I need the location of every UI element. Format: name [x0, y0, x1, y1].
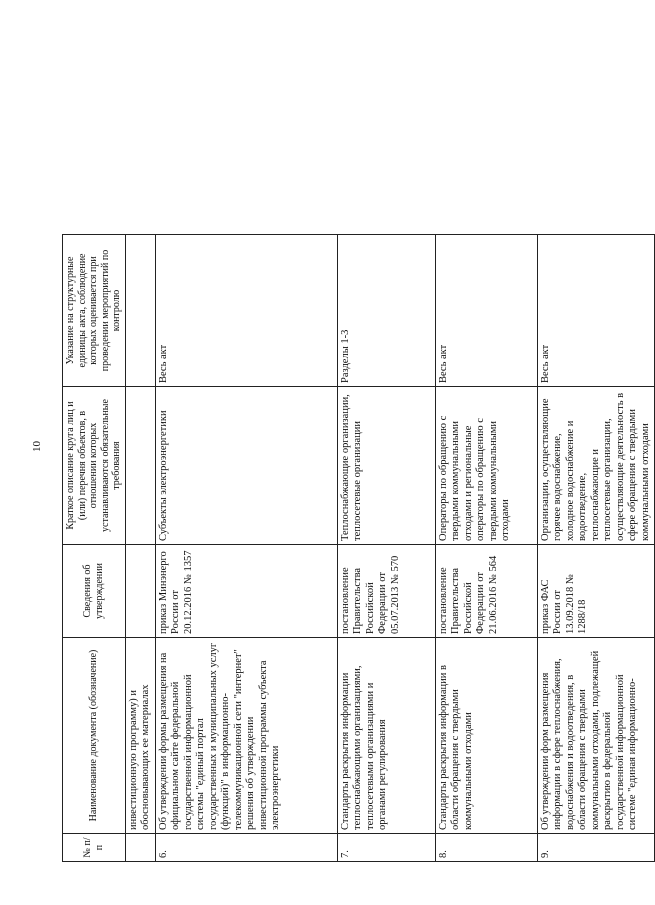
table-row-continuation: [125, 72, 155, 862]
cell-document-name: Стандарты раскрытия информации теплоснабжающими организациями, теплосетевыми организациями и органами регулирования: [337, 638, 435, 834]
cell-structural-units: [125, 235, 155, 387]
cell-approval-info: постановление Правительства Российской Федерации от 21.06.2016 № 564: [435, 545, 537, 638]
requirements-table: [62, 71, 655, 862]
table-header-row: [63, 72, 126, 862]
cell-number: 8.: [435, 834, 537, 862]
table-row: [337, 72, 435, 862]
cell-number: 9.: [537, 834, 655, 862]
cell-document-name: инвестиционную программу) и обосновывающих ее материалах: [125, 638, 155, 834]
cell-approval-info: [125, 545, 155, 638]
cell-number: 7.: [337, 834, 435, 862]
cell-document-name: Об утверждении формы размещения на официальном сайте федеральной государственной информационной системы "единый портал государственных и муниципальных услуг (функций)" в информационно-телекоммуникационной сети "интернет" решения об утверждении инвестиционной программы субъекта электроэнергетики: [155, 638, 337, 834]
table-row: [537, 72, 655, 862]
cell-document-name: Об утверждении форм размещения информации в сфере теплоснабжения, водоснабжения и водоотведения, в области обращения с твердыми коммунальными отходами, подлежащей раскрытию в федеральной государственной информационной системе "единая информационно-: [537, 638, 655, 834]
cell-structural-units: Весь акт: [435, 235, 537, 387]
header-approval-info: Сведения об утверждении: [63, 545, 126, 638]
table-row: [435, 72, 537, 862]
document-table-container: [62, 72, 651, 862]
cell-circle-of-persons: Субъекты электроэнергетики: [155, 387, 337, 545]
cell-circle-of-persons: [125, 387, 155, 545]
cell-structural-units: Весь акт: [537, 235, 655, 387]
cell-circle-of-persons: Теплоснабжающие организации, теплосетевые организации: [337, 387, 435, 545]
cell-number: [125, 834, 155, 862]
header-circle-of-persons: Краткое описание круга лиц и (или) перечня объектов, в отношении которых устанавливаются обязательные требования: [63, 387, 126, 545]
cell-structural-units: Весь акт: [155, 235, 337, 387]
cell-document-name: Стандарты раскрытия информации в области обращения с твердыми коммунальными отходами: [435, 638, 537, 834]
cell-approval-info: приказ Минэнерго России от 20.12.2016 № 1357: [155, 545, 337, 638]
cell-circle-of-persons: Организации, осуществляющие горячее водоснабжение, холодное водоснабжение и водоотведение, теплоснабжающие и теплосетевые организации, осуществляющие деятельность в сфере обращения с твердыми коммунальными отходами: [537, 387, 655, 545]
cell-approval-info: приказ ФАС России от 13.09.2018 № 1288/18: [537, 545, 655, 638]
header-document-name: Наименование документа (обозначение): [63, 638, 126, 834]
cell-number: 6.: [155, 834, 337, 862]
cell-structural-units: Разделы 1-3: [337, 235, 435, 387]
table-row: [155, 72, 337, 862]
header-number: № п/п: [63, 834, 126, 862]
cell-circle-of-persons: Операторы по обращению с твердыми коммунальными отходами и региональные операторы по обращению с твердыми коммунальными отходами: [435, 387, 537, 545]
page-number: 10: [31, 441, 43, 452]
header-structural-units: Указание на структурные единицы акта, соблюдение которых оценивается при проведении мероприятий по контролю: [63, 235, 126, 387]
cell-approval-info: постановление Правительства Российской Федерации от 05.07.2013 № 570: [337, 545, 435, 638]
